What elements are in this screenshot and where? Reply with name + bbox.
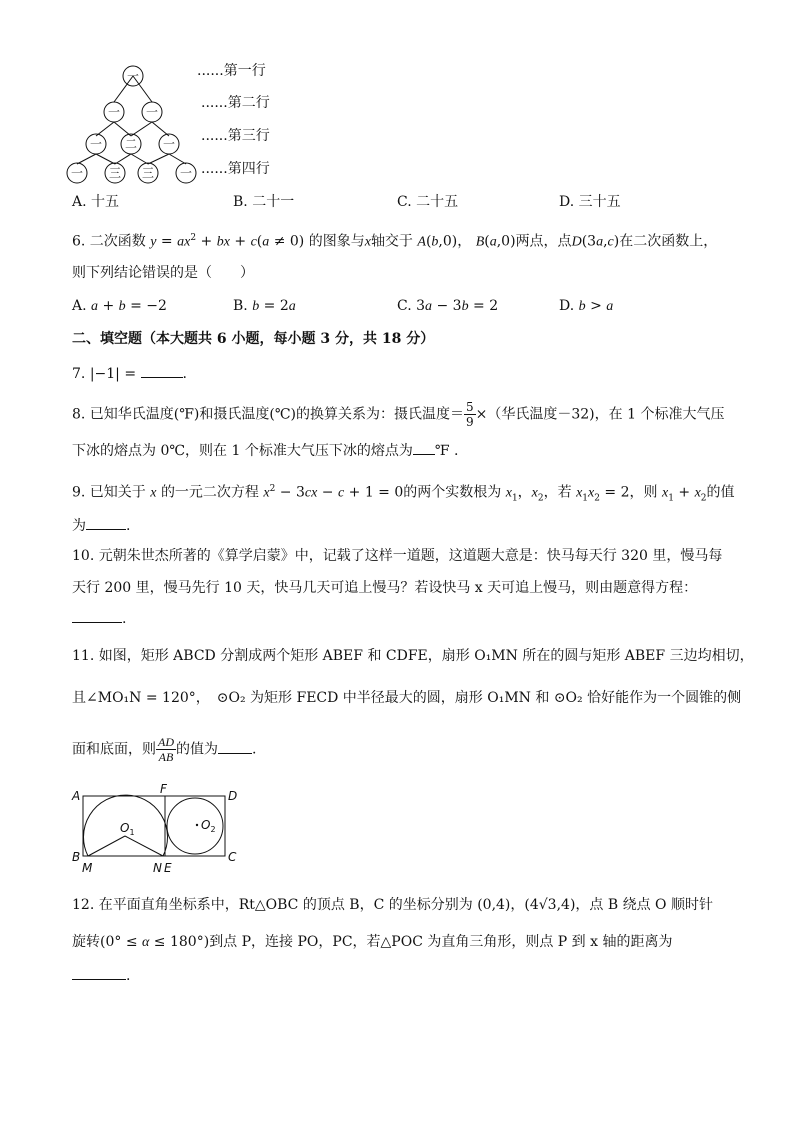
tree-node: 三 (141, 166, 155, 180)
tree-row-label-3: ......第三行 (201, 128, 270, 144)
label-E: E (164, 861, 172, 875)
label-M: M (82, 861, 93, 875)
q5-option-a: A. 十五 (72, 194, 120, 210)
tree-node: 一 (145, 105, 159, 119)
section-title: 二、填空题（本大题共 6 小题，每小题 3 分，共 18 分） (72, 331, 435, 347)
tree-row-label-2: ......第二行 (201, 95, 270, 111)
label-F: F (160, 783, 167, 796)
rectangle-circle-figure (66, 783, 246, 878)
q12-line2: 旋转(0° ≤ α ≤ 180°)到点 P，连接 PO，PC，若△POC 为直角三角形，则点 P 到 x 轴的距离为 (72, 934, 673, 950)
label-N: N (153, 861, 162, 875)
q11-line2: 且∠MO₁N = 120°， ⊙O₂ 为矩形 FECD 中半径最大的圆，扇形 O₁MN 和 ⊙O₂ 恰好能作为一个圆锥的侧 (72, 690, 742, 706)
fraction-5-9: $\frac{5}{9}$ (465, 400, 474, 429)
label-D: D (228, 789, 238, 803)
q9-line1: 9. 已知关于 x 的一元二次方程 $x^2 - 3cx - c + 1 = 0$的两个实数根为 $x_1$，$x_2$，若 $x_1x_2 = 2$，则 $x_1 + x_2$的值 (72, 484, 735, 504)
tree-node: 三 (108, 166, 122, 180)
q11-line1: 11. 如图，矩形 ABCD 分割成两个矩形 ABEF 和 CDFE，扇形 O₁MN 所在的圆与矩形 ABEF 三边均相切， (72, 648, 754, 664)
tree-row-label-1: ......第一行 (197, 63, 266, 79)
q6-option-c: C. 3a − 3b = 2 (397, 298, 499, 314)
q12-line1: 12. 在平面直角坐标系中，Rt△OBC 的顶点 B，C 的坐标分别为 (0,4)，(4√3,4)，点 B 绕点 O 顺时针 (72, 897, 713, 913)
label-B: B (72, 850, 81, 864)
fraction-ad-ab: $\frac{AD}{AB}$ (158, 735, 174, 764)
label-C: C (228, 850, 237, 864)
label-O1: $O_1$ (120, 821, 135, 837)
tree-node: 一 (107, 105, 121, 119)
q8-line1: 8. 已知华氏温度(℉)和摄氏温度(℃)的换算关系为：摄氏温度＝ $\frac{5}{9}$ ×（华氏温度－32)，在 1 个标准大气压 (72, 400, 725, 429)
q6-option-a: A. a + b = −2 (72, 298, 167, 314)
label-O2: $O_2$ (201, 818, 216, 834)
q10-answer: . (72, 608, 126, 629)
q12-answer: . (72, 965, 130, 986)
q5-option-b: B. 二十一 (233, 194, 295, 210)
tree-row-label-4: ......第四行 (201, 161, 270, 177)
q6-line1: 6. 二次函数 $y = ax^2$ + bx + c(a ≠ 0) 的图象与x轴交于 A(b,0)， B(a,0)两点，点D(3a,c)在二次函数上， (72, 233, 718, 250)
q8-line2: 下冰的熔点为 0℃，则在 1 个标准大气压下冰的熔点为 ℉ . (72, 440, 458, 461)
tree-node: 一 (162, 137, 176, 151)
q6-option-d: D. b > a (559, 298, 614, 314)
number-tree-figure (60, 56, 210, 188)
q6-option-b: B. b = 2a (233, 298, 296, 314)
label-A: A (72, 789, 81, 803)
q10-line1: 10. 元朝朱世杰所著的《算学启蒙》中，记载了这样一道题，这道题大意是：快马每天行 320 里，慢马每 (72, 548, 723, 564)
q9-line2: 为 . (72, 515, 130, 536)
q6-line2: 则下列结论错误的是（ ） (72, 265, 254, 281)
tree-node: 一 (89, 137, 103, 151)
q5-option-c: C. 二十五 (397, 194, 459, 210)
tree-node: 一 (179, 166, 193, 180)
q10-line2: 天行 200 里，慢马先行 10 天，快马几天可追上慢马？若设快马 x 天可追上慢马，则由题意得方程： (72, 580, 698, 596)
tree-node: 一 (70, 166, 84, 180)
q5-option-d: D. 三十五 (559, 194, 621, 210)
q11-line3: 面和底面，则 $\frac{AD}{AB}$ 的值为 . (72, 735, 257, 764)
tree-node: 二 (124, 137, 138, 151)
q7: 7. |−1| = . (72, 363, 187, 384)
tree-node: 一 (126, 69, 140, 83)
